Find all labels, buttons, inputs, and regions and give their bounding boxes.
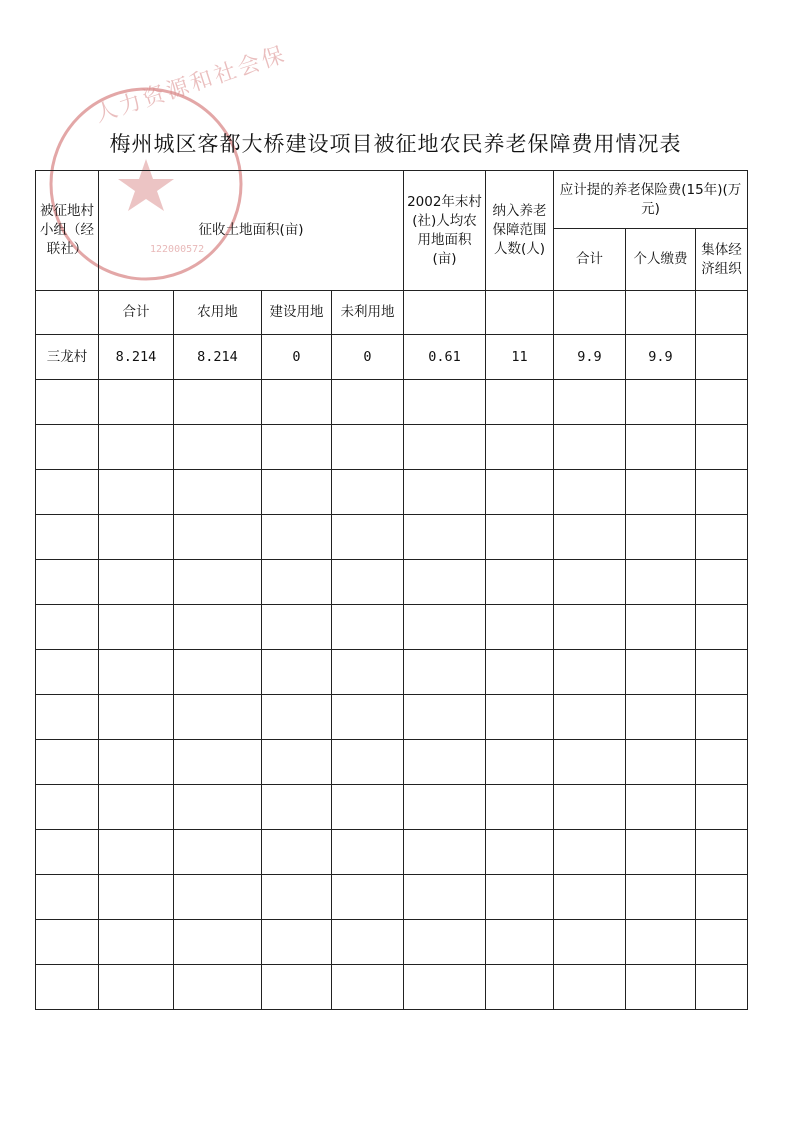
table-row-empty	[36, 650, 748, 695]
table-row-empty	[36, 785, 748, 830]
svg-text:122000572: 122000572	[150, 244, 205, 255]
cell-avg-area: 0.61	[404, 335, 486, 380]
subheader-total: 合计	[99, 291, 174, 335]
table-row-empty	[36, 605, 748, 650]
subheader-blank	[36, 291, 99, 335]
cell-land-total: 8.214	[99, 335, 174, 380]
table-row-empty	[36, 695, 748, 740]
cell-village: 三龙村	[36, 335, 99, 380]
header-personal: 个人缴费	[626, 229, 696, 291]
cell-collective	[696, 335, 748, 380]
pension-table	[35, 170, 748, 1010]
page-title: 梅州城区客都大桥建设项目被征地农民养老保障费用情况表	[109, 132, 682, 156]
table-row-empty	[36, 920, 748, 965]
cell-personal: 9.9	[626, 335, 696, 380]
table-row-empty	[36, 515, 748, 560]
header-group: 被征地村小组（经联社）	[36, 171, 99, 291]
header-avg-area: 2002年末村(社)人均农用地面积(亩)	[404, 171, 486, 291]
header-collective: 集体经济组织	[696, 229, 748, 291]
table-row-empty	[36, 560, 748, 605]
cell-unused: 0	[332, 335, 404, 380]
cell-construction: 0	[262, 335, 332, 380]
table-row-empty	[36, 470, 748, 515]
header-land-area: 征收土地面积(亩)	[99, 171, 404, 291]
header-insured: 纳入养老保障范围人数(人)	[486, 171, 554, 291]
table-row-empty	[36, 380, 748, 425]
cell-farmland: 8.214	[174, 335, 262, 380]
cell-pension-total: 9.9	[554, 335, 626, 380]
table-row	[36, 335, 748, 380]
cell-insured: 11	[486, 335, 554, 380]
table-row-empty	[36, 830, 748, 875]
subheader-unused: 未利用地	[332, 291, 404, 335]
subheader-farmland: 农用地	[174, 291, 262, 335]
table-row-empty	[36, 425, 748, 470]
svg-text:人力资源和社会保: 人力资源和社会保	[92, 42, 291, 128]
table-row-empty	[36, 740, 748, 785]
header-pension-total: 合计	[554, 229, 626, 291]
header-pension: 应计提的养老保险费(15年)(万元)	[554, 171, 748, 229]
subheader-construction: 建设用地	[262, 291, 332, 335]
table-row-empty	[36, 875, 748, 920]
table-row-empty	[36, 965, 748, 1010]
